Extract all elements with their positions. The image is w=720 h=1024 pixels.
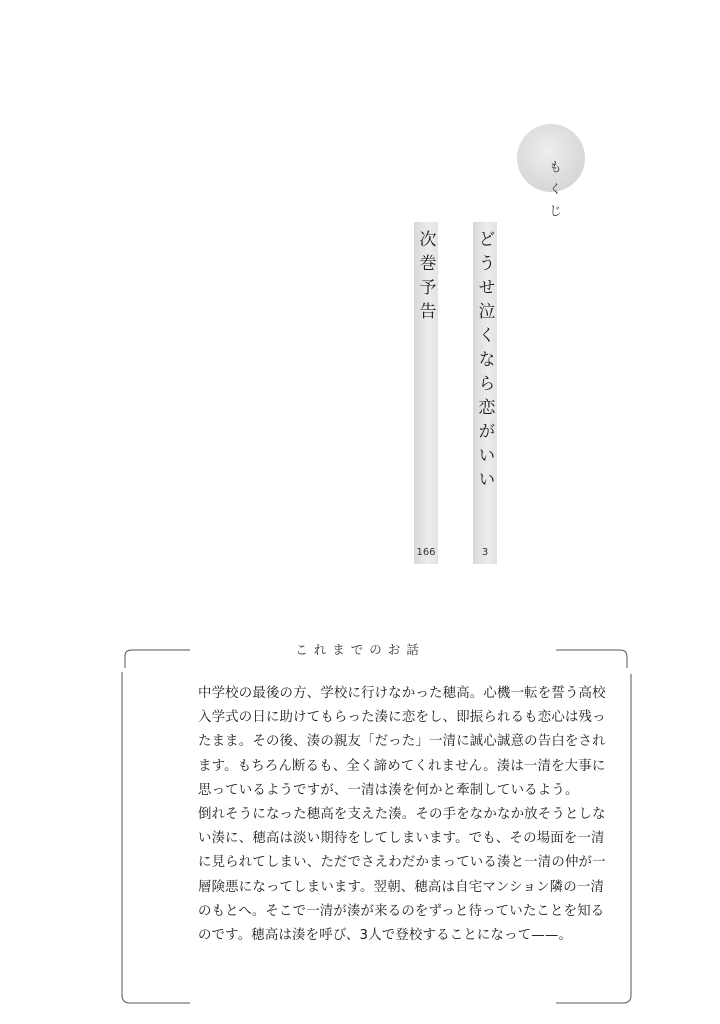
summary-line: 思っているようですが、一清は湊を何かと牽制しているよう。 xyxy=(198,782,579,798)
toc-title: もくじ xyxy=(546,160,561,226)
toc-chapter-page: 3 xyxy=(481,547,489,558)
summary-line: のもとへ。そこで一清が湊が来るのをずっと待っていたことを知る xyxy=(198,903,605,919)
summary-line: ます。もちろん断るも、全く諦めてくれません。湊は一清を大事に xyxy=(198,758,606,774)
toc-chapter-title[interactable]: どうせ泣くなら恋がいい xyxy=(474,230,495,494)
summary-line: 層険悪になってしまいます。翌朝、穂高は自宅マンション隣の一清 xyxy=(198,879,605,895)
summary-text xyxy=(198,682,606,948)
summary-line: 入学式の日に助けてもらった湊に恋をし、即振られるも恋心は残っ xyxy=(198,710,606,726)
summary-title: これまでのお話 xyxy=(295,642,425,657)
toc-chapter-page: 166 xyxy=(416,547,436,558)
toc-chapter-title[interactable]: 次巻予告 xyxy=(415,230,436,326)
summary-line: い湊に、穂高は淡い期待をしてしまいます。でも、その場面を一清 xyxy=(198,831,605,847)
summary-line: 中学校の最後の方、学校に行けなかった穂高。心機一転を誓う高校 xyxy=(198,686,606,701)
summary-line: のです。穂高は湊を呼び、3人で登校することになって——。 xyxy=(198,927,573,943)
summary-line: 倒れそうになった穂高を支えた湊。その手をなかなか放そうとしな xyxy=(198,806,606,822)
summary-line: に見られてしまい、ただでさえわだかまっている湊と一清の仲が一 xyxy=(198,855,606,871)
summary-line: たまま。その後、湊の親友「だった」一清に誠心誠意の告白をされ xyxy=(198,734,606,750)
